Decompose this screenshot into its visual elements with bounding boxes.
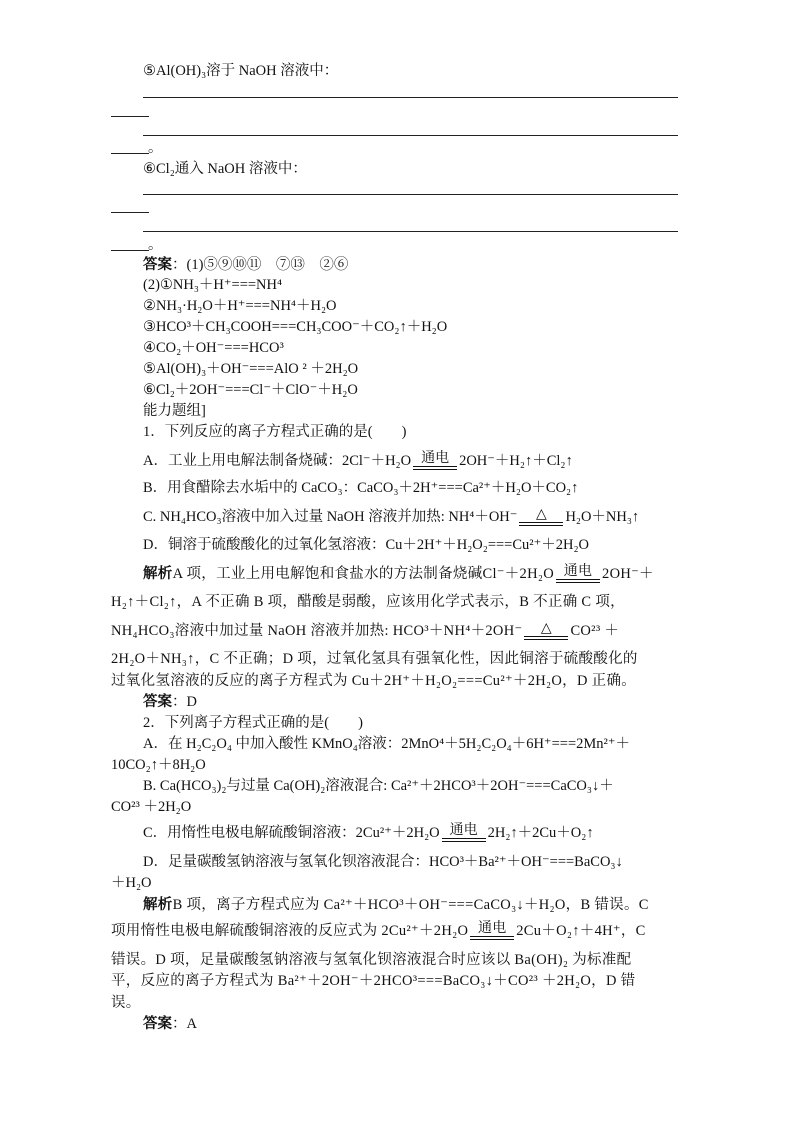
analysis-text: B 项，离子方程式应为 Ca²⁺＋HCO³＋OH⁻===CaCO₃↓＋H₂O，B 错误。C (172, 897, 649, 913)
condition: △ (536, 507, 547, 522)
q1-analysis-2: H₂↑＋Cl₂↑，A 不正确 B 项，醋酸是弱酸，应该用化学式表示，B 不正确 C 项， (111, 594, 625, 610)
q2-option-d[interactable]: D．足量碳酸氢钠溶液与氢氧化钡溶液混合：HCO³＋Ba²⁺＋OH⁻===BaCO₃↓ (143, 854, 623, 870)
answer-line (143, 256, 348, 274)
q1-a-text: 2OH⁻＋H₂↑＋Cl₂↑ (459, 453, 573, 469)
q1-c-text: C. NH₄HCO₃溶液中加入过量 NaOH 溶液并加热: NH⁴＋OH⁻ (143, 509, 518, 525)
reaction-arrow (470, 921, 514, 940)
q2-option-b[interactable]: B. Ca(HCO₃)₂与过量 Ca(OH)₂溶液混合: Ca²⁺＋2HCO³＋2OH⁻===CaCO₃↓＋ (143, 778, 614, 794)
period: 。 (148, 140, 163, 156)
answer-label: 答案 (143, 257, 172, 273)
analysis-text: 项用惰性电极电解硫酸铜溶液的反应式为 2Cu²⁺＋2H₂O (111, 923, 469, 939)
reaction-arrow (519, 507, 563, 526)
q2-option-d-cont: ＋H₂O (111, 875, 152, 891)
q1-analysis-4: 2H₂O＋NH₃↑，C 不正确；D 项，过氧化氢具有强氧化性，因此铜溶于硫酸酸化的 (111, 651, 638, 667)
answer-eq-3: ③HCO³＋CH₃COOH===CH₃COO⁻＋CO₂↑＋H₂O (143, 319, 448, 335)
blank-line[interactable] (111, 153, 149, 154)
blank-line[interactable] (143, 231, 678, 232)
blank-line[interactable] (111, 250, 149, 251)
q2-option-a-cont: 10CO₂↑＋8H₂O (111, 757, 206, 773)
condition: 通电 (449, 823, 478, 838)
q1-analysis-3 (111, 621, 619, 640)
analysis-text: 2OH⁻＋ (602, 566, 654, 582)
answer-text: ：(1)⑤⑨⑩⑪ ⑦⑬ ②⑥ (172, 257, 349, 273)
condition: 通电 (563, 564, 593, 579)
reaction-arrow (524, 621, 568, 640)
q1-stem: 1．下列反应的离子方程式正确的是( ) (143, 424, 407, 440)
q2-answer (143, 1015, 197, 1033)
answer-eq-1: (2)①NH₃＋H⁺===NH⁴ (143, 277, 283, 293)
q1-option-d[interactable]: D．铜溶于硫酸酸化的过氧化氢溶液：Cu＋2H⁺＋H₂O₂===Cu²⁺＋2H₂O (143, 537, 590, 553)
analysis-text: 2Cu＋O₂↑＋4H⁺，C (516, 923, 646, 939)
period: 。 (148, 237, 163, 253)
item-6-prompt: ⑥Cl₂通入 NaOH 溶液中： (143, 161, 307, 177)
q2-c-text: C．用惰性电极电解硫酸铜溶液：2Cu²⁺＋2H₂O (143, 825, 440, 841)
q1-option-c[interactable] (143, 507, 639, 526)
q1-analysis-1 (143, 564, 654, 583)
blank-line[interactable] (143, 135, 678, 136)
q1-option-a[interactable] (143, 451, 573, 470)
q2-analysis-4: 平，反应的离子方程式为 Ba²⁺＋2OH⁻＋2HCO³===BaCO₃↓＋CO²³ ＋2H₂O，D 错 (111, 973, 636, 989)
answer-label: 答案 (143, 694, 172, 710)
q2-analysis-5: 误。 (111, 995, 141, 1011)
answer-text: ：D (172, 694, 197, 710)
section-heading: 能力题组] (143, 403, 206, 419)
q2-analysis-2 (111, 921, 646, 940)
analysis-label: 解析 (143, 897, 173, 913)
q2-analysis-1 (143, 896, 649, 914)
q2-stem: 2．下列离子方程式正确的是( ) (143, 715, 363, 731)
analysis-text: A 项，工业上用电解饱和食盐水的方法制备烧碱Cl⁻＋2H₂O (172, 566, 555, 582)
q1-analysis-5: 过氧化氢溶液的反应的离子方程式为 Cu＋2H⁺＋H₂O₂===Cu²⁺＋2H₂O，D 正确。 (111, 673, 637, 689)
answer-label: 答案 (143, 1016, 172, 1032)
blank-line[interactable] (111, 116, 149, 117)
q2-option-a[interactable]: A．在 H₂C₂O₄ 中加入酸性 KMnO₄溶液：2MnO⁴＋5H₂C₂O₄＋6H⁺===2Mn²⁺＋ (143, 736, 631, 752)
answer-eq-5: ⑤Al(OH)₃＋OH⁻===AlO ² ＋2H₂O (143, 361, 359, 377)
item-5-prompt: ⑤Al(OH)₃溶于 NaOH 溶液中： (143, 63, 339, 79)
blank-line[interactable] (111, 212, 149, 213)
answer-text: ：A (172, 1016, 197, 1032)
q1-a-text: A．工业上用电解法制备烧碱：2Cl⁻＋H₂O (143, 453, 412, 469)
q1-c-text: H₂O＋NH₃↑ (565, 509, 640, 525)
analysis-text: CO²³ ＋ (570, 623, 620, 639)
answer-eq-6: ⑥Cl₂＋2OH⁻===Cl⁻＋ClO⁻＋H₂O (143, 382, 358, 398)
answer-eq-4: ④CO₂＋OH⁻===HCO³ (143, 340, 284, 356)
q1-answer (143, 693, 197, 711)
blank-line[interactable] (143, 97, 678, 98)
q2-analysis-3: 错误。D 项，足量碳酸氢钠溶液与氢氧化钡溶液混合时应该以 Ba(OH)₂ 为标准配 (111, 952, 632, 968)
q2-option-b-cont: CO²³ ＋2H₂O (111, 799, 192, 815)
blank-line[interactable] (143, 194, 678, 195)
analysis-label: 解析 (143, 566, 173, 582)
q1-option-b[interactable]: B．用食醋除去水垢中的 CaCO₃：CaCO₃＋2H⁺===Ca²⁺＋H₂O＋CO₂↑ (143, 480, 579, 496)
reaction-arrow (442, 823, 486, 842)
reaction-arrow (556, 564, 600, 583)
condition: 通电 (477, 921, 507, 936)
condition: 通电 (421, 451, 450, 466)
reaction-arrow (413, 451, 457, 470)
analysis-text: NH₄HCO₃溶液中加过量 NaOH 溶液并加热: HCO³＋NH⁴＋2OH⁻ (111, 623, 523, 639)
q2-option-c[interactable] (143, 823, 594, 842)
condition: △ (540, 621, 552, 636)
q2-c-text: 2H₂↑＋2Cu＋O₂↑ (487, 825, 594, 841)
answer-eq-2: ②NH₃·H₂O＋H⁺===NH⁴＋H₂O (143, 298, 337, 314)
